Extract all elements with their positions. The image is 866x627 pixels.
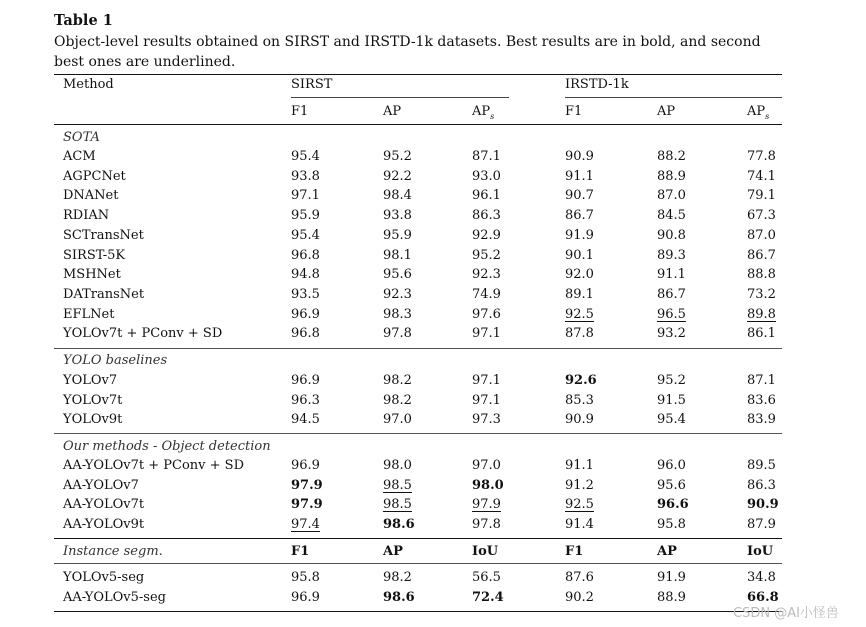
value-cell: 97.1 [472,373,501,388]
value-cell: 93.0 [472,169,501,184]
value-cell: 87.9 [747,517,776,532]
column-header: $AP_s$ [472,104,495,121]
group-header-irstd: IRSTD-1k [565,77,629,92]
value-cell: 98.5 [383,497,412,512]
column-header: $AP_s$ [747,104,770,121]
value-cell: 72.4 [472,590,504,605]
value-cell: 89.3 [657,248,686,263]
value-cell: 79.1 [747,188,776,203]
value-cell: 97.6 [472,307,501,322]
value-cell: 98.4 [383,188,412,203]
section-label: Instance segm. [63,544,163,559]
value-cell: 98.2 [383,373,412,388]
value-cell: 77.8 [747,149,776,164]
value-cell: 95.6 [383,267,412,282]
value-cell: 98.5 [383,478,412,493]
value-cell: 74.1 [747,169,776,184]
value-cell: 97.1 [472,326,501,341]
value-cell: 94.5 [291,412,320,427]
value-cell: 95.4 [291,149,320,164]
value-cell: 88.2 [657,149,686,164]
instance-column-header: AP [657,544,677,559]
value-cell: 96.9 [291,373,320,388]
value-cell: 91.5 [657,393,686,408]
value-cell: 92.5 [565,307,594,322]
bottom-rule [54,611,782,612]
method-cell: YOLOv7t + PConv + SD [63,326,223,341]
value-cell: 74.9 [472,287,501,302]
value-cell: 86.1 [747,326,776,341]
value-cell: 86.7 [747,248,776,263]
value-cell: 93.5 [291,287,320,302]
value-cell: 95.2 [383,149,412,164]
value-cell: 98.0 [383,458,412,473]
value-cell: 95.2 [472,248,501,263]
value-cell: 91.4 [565,517,594,532]
value-cell: 67.3 [747,208,776,223]
value-cell: 90.9 [565,412,594,427]
method-cell: EFLNet [63,307,115,322]
value-cell: 96.9 [291,590,320,605]
value-cell: 97.1 [472,393,501,408]
watermark: CSDN @AI小怪兽 [733,606,839,621]
value-cell: 96.0 [657,458,686,473]
group-rule-sirst [291,97,509,98]
value-cell: 93.8 [383,208,412,223]
section-label: YOLO baselines [63,353,168,368]
instance-top-rule [54,538,782,539]
value-cell: 91.1 [657,267,686,282]
method-cell: DNANet [63,188,119,203]
value-cell: 66.8 [747,590,779,605]
column-header: F1 [565,104,583,119]
table-title: Table 1 [54,12,113,29]
value-cell: 96.5 [657,307,686,322]
value-cell: 98.2 [383,570,412,585]
value-cell: 97.8 [472,517,501,532]
value-cell: 97.8 [383,326,412,341]
value-cell: 90.1 [565,248,594,263]
value-cell: 95.2 [657,373,686,388]
method-cell: AGPCNet [63,169,126,184]
value-cell: 98.2 [383,393,412,408]
value-cell: 98.1 [383,248,412,263]
value-cell: 89.5 [747,458,776,473]
value-cell: 97.9 [291,478,323,493]
instance-column-header: F1 [291,544,310,559]
subscript: s [765,112,770,121]
value-cell: 97.4 [291,517,320,532]
value-cell: 90.8 [657,228,686,243]
value-cell: 89.1 [565,287,594,302]
value-cell: 97.9 [472,497,501,512]
method-cell: AA-YOLOv5-seg [63,590,166,605]
value-cell: 97.1 [291,188,320,203]
subscript: s [490,112,495,121]
value-cell: 86.7 [657,287,686,302]
method-cell: YOLOv5-seg [63,570,145,585]
value-cell: 87.8 [565,326,594,341]
value-cell: 83.9 [747,412,776,427]
value-cell: 93.2 [657,326,686,341]
section-divider [54,433,782,434]
value-cell: 97.0 [472,458,501,473]
section-label: SOTA [63,130,100,145]
value-cell: 92.6 [565,373,597,388]
value-cell: 92.3 [472,267,501,282]
group-header-sirst: SIRST [291,77,333,92]
value-cell: 96.9 [291,307,320,322]
value-cell: 95.8 [291,570,320,585]
column-header: AP [657,104,676,119]
value-cell: 84.5 [657,208,686,223]
value-cell: 93.8 [291,169,320,184]
value-cell: 91.2 [565,478,594,493]
value-cell: 92.2 [383,169,412,184]
value-cell: 56.5 [472,570,501,585]
instance-column-header: IoU [747,544,774,559]
instance-column-header: F1 [565,544,584,559]
instance-column-header: AP [383,544,403,559]
instance-header-rule [54,563,782,564]
table-caption: Object-level results obtained on SIRST and IRSTD-1k datasets. Best results are in bold, and second best ones are underlined. [54,34,761,70]
value-cell: 98.0 [472,478,504,493]
group-rule-irstd [565,97,782,98]
method-cell: SIRST-5K [63,248,126,263]
value-cell: 34.8 [747,570,776,585]
value-cell: 87.6 [565,570,594,585]
section-divider [54,348,782,349]
column-header: AP [383,104,402,119]
value-cell: 98.6 [383,517,415,532]
value-cell: 87.1 [747,373,776,388]
value-cell: 95.6 [657,478,686,493]
value-cell: 96.8 [291,248,320,263]
value-cell: 98.3 [383,307,412,322]
value-cell: 96.3 [291,393,320,408]
value-cell: 85.3 [565,393,594,408]
method-header: Method [63,77,114,92]
value-cell: 91.9 [657,570,686,585]
value-cell: 92.5 [565,497,594,512]
method-cell: AA-YOLOv7 [63,478,139,493]
value-cell: 86.3 [747,478,776,493]
value-cell: 95.9 [291,208,320,223]
value-cell: 95.9 [383,228,412,243]
value-cell: 96.1 [472,188,501,203]
value-cell: 73.2 [747,287,776,302]
header-bottom-rule [54,124,782,125]
value-cell: 96.8 [291,326,320,341]
value-cell: 98.6 [383,590,415,605]
value-cell: 91.1 [565,458,594,473]
value-cell: 87.0 [747,228,776,243]
method-cell: ACM [63,149,96,164]
method-cell: AA-YOLOv7t [63,497,145,512]
value-cell: 86.7 [565,208,594,223]
method-cell: DATransNet [63,287,145,302]
section-label: Our methods - Object detection [63,439,271,454]
method-cell: AA-YOLOv9t [63,517,145,532]
value-cell: 92.0 [565,267,594,282]
method-cell: MSHNet [63,267,121,282]
value-cell: 91.1 [565,169,594,184]
method-cell: YOLOv7 [63,373,118,388]
value-cell: 96.9 [291,458,320,473]
value-cell: 90.9 [565,149,594,164]
value-cell: 88.8 [747,267,776,282]
top-rule [54,74,782,75]
value-cell: 95.8 [657,517,686,532]
value-cell: 91.9 [565,228,594,243]
value-cell: 92.3 [383,287,412,302]
value-cell: 88.9 [657,590,686,605]
value-cell: 97.0 [383,412,412,427]
value-cell: 95.4 [291,228,320,243]
value-cell: 92.9 [472,228,501,243]
value-cell: 90.9 [747,497,779,512]
value-cell: 87.1 [472,149,501,164]
value-cell: 89.8 [747,307,776,322]
method-cell: AA-YOLOv7t + PConv + SD [63,458,244,473]
value-cell: 90.7 [565,188,594,203]
value-cell: 95.4 [657,412,686,427]
method-cell: SCTransNet [63,228,144,243]
method-cell: YOLOv7t [63,393,123,408]
column-header: F1 [291,104,309,119]
method-cell: YOLOv9t [63,412,123,427]
value-cell: 97.3 [472,412,501,427]
method-cell: RDIAN [63,208,110,223]
value-cell: 97.9 [291,497,323,512]
instance-column-header: IoU [472,544,499,559]
value-cell: 90.2 [565,590,594,605]
value-cell: 96.6 [657,497,689,512]
value-cell: 83.6 [747,393,776,408]
value-cell: 88.9 [657,169,686,184]
value-cell: 94.8 [291,267,320,282]
value-cell: 87.0 [657,188,686,203]
value-cell: 86.3 [472,208,501,223]
